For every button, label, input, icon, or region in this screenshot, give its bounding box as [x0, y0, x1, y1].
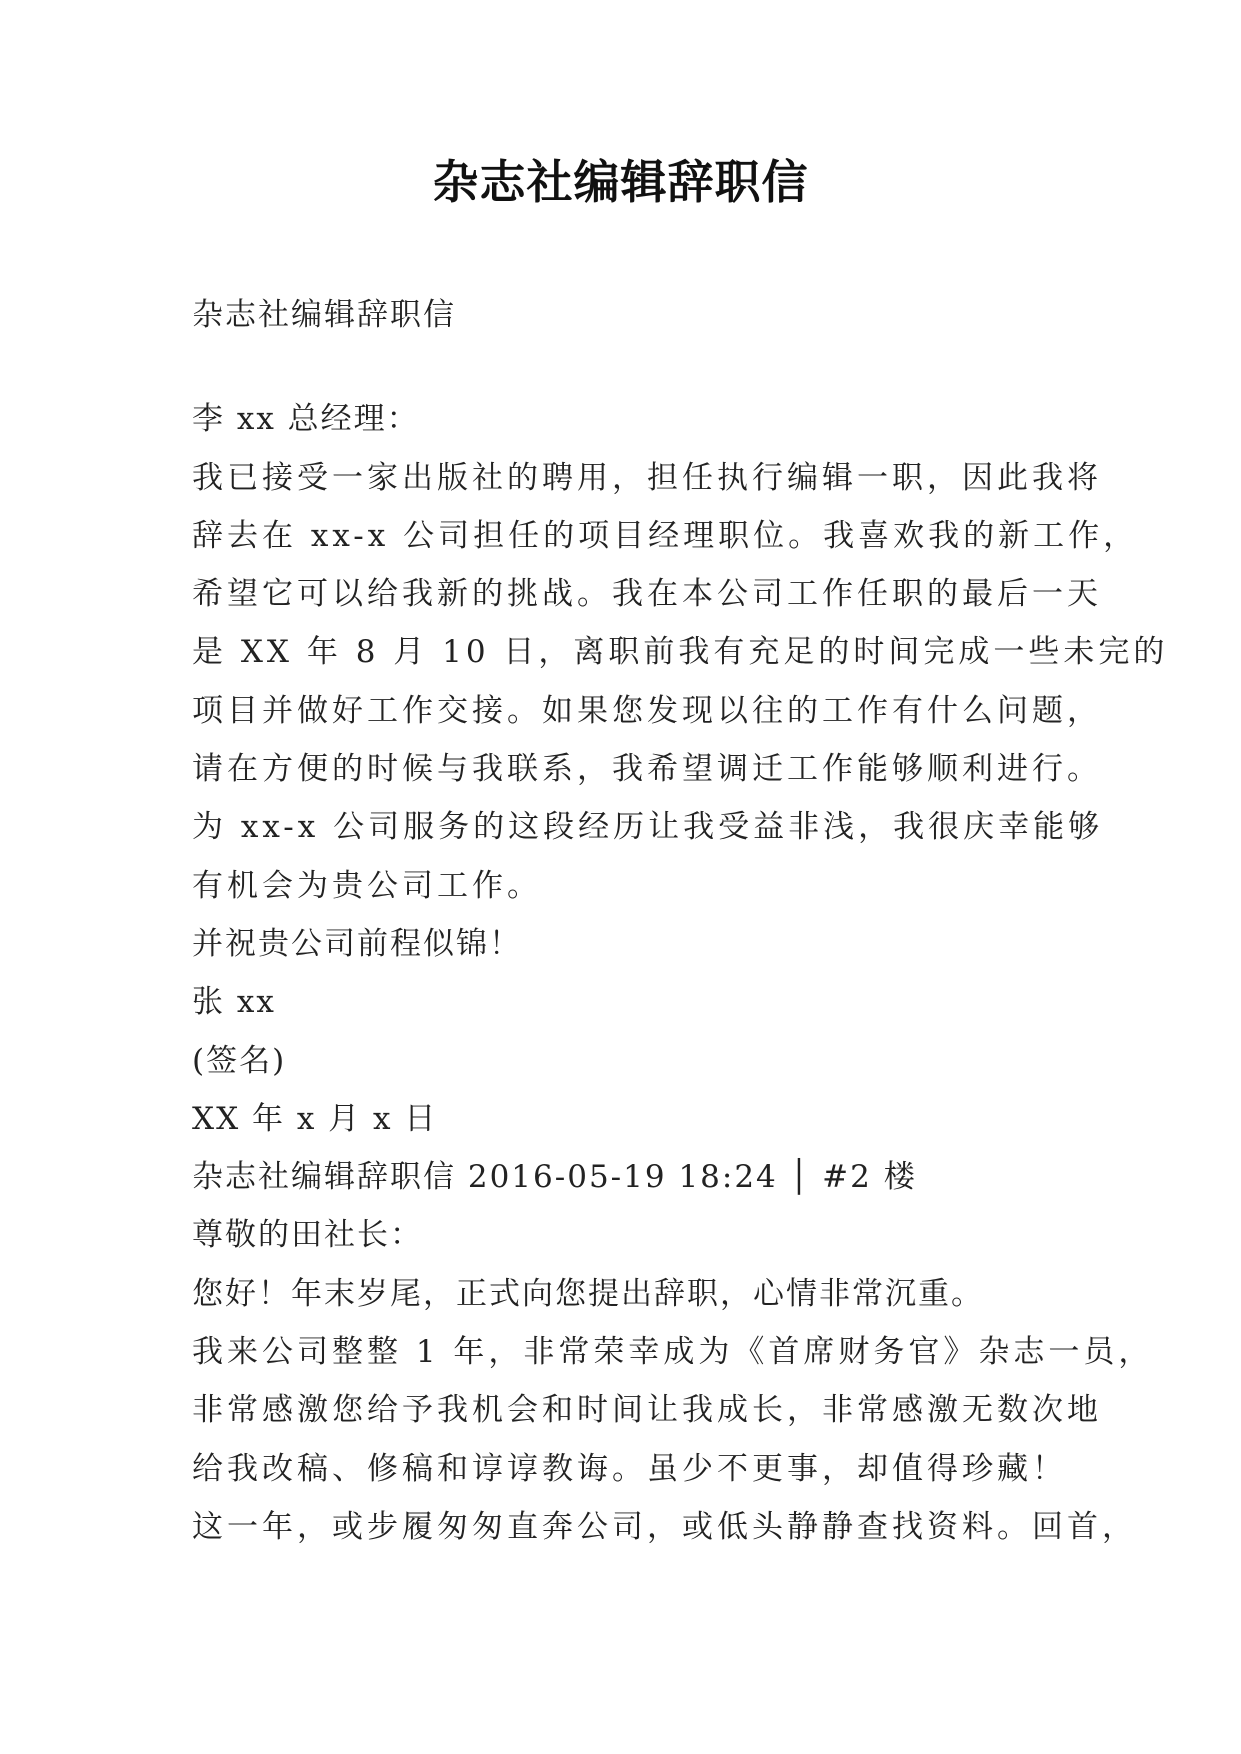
post-meta: 杂志社编辑辞职信 2016-05-19 18:24 │ #2 楼	[192, 1159, 917, 1196]
letter1-body-line: 辞去在 xx-x 公司担任的项目经理职位。我喜欢我的新工作，	[192, 517, 1139, 554]
document-body	[192, 286, 1169, 1556]
letter1-body-line: 有机会为贵公司工作。	[192, 867, 542, 904]
letter1-body-line: 我已接受一家出版社的聘用，担任执行编辑一职，因此我将	[192, 459, 1102, 496]
letter1-salutation: 李 xx 总经理：	[192, 401, 420, 438]
letter2-body-line: 我来公司整整 1 年，非常荣幸成为《首席财务官》杂志一员，	[192, 1334, 1154, 1371]
letter1-body-line: 请在方便的时候与我联系，我希望调迁工作能够顺利进行。	[192, 751, 1102, 788]
letter2-greeting: 您好！年末岁尾，正式向您提出辞职，心情非常沉重。	[192, 1275, 984, 1312]
letter1-closing: 并祝贵公司前程似锦！	[192, 925, 522, 962]
letter2-body-line: 非常感激您给予我机会和时间让我成长，非常感激无数次地	[192, 1392, 1102, 1429]
letter1-body-line: 项目并做好工作交接。如果您发现以往的工作有什么问题，	[192, 692, 1102, 729]
letter2-body-line: 这一年，或步履匆匆直奔公司，或低头静静查找资料。回首，	[192, 1508, 1137, 1545]
letter2-salutation: 尊敬的田社长：	[192, 1217, 423, 1254]
letter1-body-line: 是 XX 年 8 月 10 日，离职前我有充足的时间完成一些未完的	[192, 634, 1169, 671]
document-subtitle: 杂志社编辑辞职信	[192, 297, 456, 333]
letter1-body-line: 希望它可以给我新的挑战。我在本公司工作任职的最后一天	[192, 576, 1102, 613]
letter1-signature-note: (签名)	[192, 1042, 287, 1079]
letter1-date: XX 年 x 月 x 日	[192, 1100, 438, 1137]
letter1-body-line: 为 xx-x 公司服务的这段经历让我受益非浅，我很庆幸能够	[192, 809, 1104, 846]
letter2-body-line: 给我改稿、修稿和谆谆教诲。虽少不更事，却值得珍藏！	[192, 1450, 1067, 1487]
letter1-signer: 张 xx	[192, 984, 276, 1021]
document-title: 杂志社编辑辞职信	[432, 155, 809, 209]
spacer	[192, 344, 1072, 390]
